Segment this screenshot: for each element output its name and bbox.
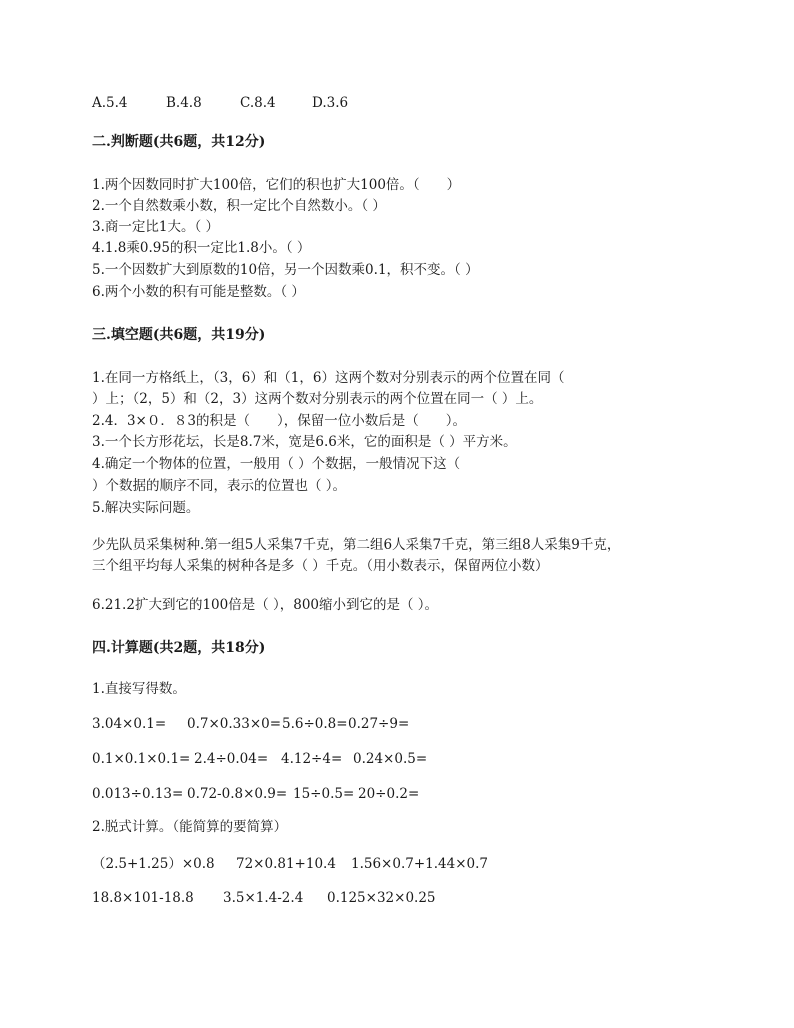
direct-calc-cell: 20÷0.2= bbox=[358, 786, 420, 802]
judge-item-4: 4.1.8乘0.95的积一定比1.8小。（ ） bbox=[92, 240, 311, 256]
direct-calc-title: 1.直接写得数。 bbox=[92, 681, 186, 697]
direct-calc-cell: 0.1×0.1×0.1= bbox=[92, 751, 191, 767]
direct-calc-cell: 2.4÷0.04= bbox=[194, 751, 269, 767]
fill-item-6: 6.21.2扩大到它的100倍是（ ），800缩小到它的是（ ）。 bbox=[92, 597, 439, 613]
judge-item-6: 6.两个小数的积有可能是整数。（ ） bbox=[92, 284, 305, 300]
option-b: B.4.8 bbox=[166, 95, 202, 111]
section2-heading: 二.判断题(共6题，共12分) bbox=[92, 134, 266, 150]
option-a: A.5.4 bbox=[92, 95, 128, 111]
stepwise-calc-cell: 1.56×0.7+1.44×0.7 bbox=[351, 856, 488, 872]
stepwise-calc-cell: 0.125×32×0.25 bbox=[327, 890, 436, 906]
problem-line-1: 少先队员采集树种.第一组5人采集7千克，第二组6人采集7千克，第三组8人采集9千克， bbox=[92, 537, 621, 553]
direct-calc-cell: 15÷0.5= bbox=[293, 786, 355, 802]
judge-item-2: 2.一个自然数乘小数，积一定比个自然数小。（ ） bbox=[92, 198, 386, 214]
option-d: D.3.6 bbox=[312, 95, 349, 111]
direct-calc-cell: 0.24×0.5= bbox=[353, 751, 428, 767]
fill-item-5: 5.解决实际问题。 bbox=[92, 500, 200, 516]
fill-item-4a: 4.确定一个物体的位置，一般用（ ）个数据，一般情况下这（ bbox=[92, 456, 461, 472]
option-c: C.8.4 bbox=[240, 95, 276, 111]
stepwise-calc-cell: 72×0.81+10.4 bbox=[236, 856, 336, 872]
direct-calc-cell: 4.12÷4= bbox=[281, 751, 343, 767]
problem-line-2: 三个组平均每人采集的树种各是多（ ）千克。（用小数表示，保留两位小数） bbox=[92, 558, 549, 574]
direct-calc-cell: 5.6÷0.8= bbox=[282, 716, 348, 732]
stepwise-calc-cell: （2.5+1.25）×0.8 bbox=[92, 856, 215, 872]
stepwise-calc-title: 2.脱式计算。（能简算的要简算） bbox=[92, 819, 288, 835]
fill-item-1a: 1.在同一方格纸上，（3，6）和（1，6）这两个数对分别表示的两个位置在同（ bbox=[92, 370, 565, 386]
section3-heading: 三.填空题(共6题，共19分) bbox=[92, 327, 266, 343]
fill-item-1b: ）上；（2，5）和（2，3）这两个数对分别表示的两个位置在同一（ ）上。 bbox=[92, 391, 543, 407]
section4-heading: 四.计算题(共2题，共18分) bbox=[92, 640, 266, 656]
judge-item-1: 1.两个因数同时扩大100倍，它们的积也扩大100倍。（ ） bbox=[92, 177, 461, 193]
stepwise-calc-cell: 3.5×1.4-2.4 bbox=[223, 890, 304, 906]
direct-calc-cell: 0.013÷0.13= bbox=[92, 786, 184, 802]
fill-item-2: 2.4．3×０．８3的积是（ ），保留一位小数后是（ ）。 bbox=[92, 413, 466, 429]
judge-item-3: 3.商一定比1大。（ ） bbox=[92, 219, 220, 235]
direct-calc-cell: 0.27÷9= bbox=[348, 716, 410, 732]
stepwise-calc-cell: 18.8×101-18.8 bbox=[92, 890, 194, 906]
judge-item-5: 5.一个因数扩大到原数的10倍，另一个因数乘0.1，积不变。（ ） bbox=[92, 262, 479, 278]
direct-calc-cell: 3.04×0.1= bbox=[92, 716, 167, 732]
fill-item-3: 3.一个长方形花坛，长是8.7米，宽是6.6米，它的面积是（ ）平方米。 bbox=[92, 434, 517, 450]
direct-calc-cell: 0.7×0.33×0= bbox=[187, 716, 282, 732]
fill-item-4b: ）个数据的顺序不同，表示的位置也（ ）。 bbox=[92, 478, 347, 494]
direct-calc-cell: 0.72-0.8×0.9= bbox=[187, 786, 288, 802]
